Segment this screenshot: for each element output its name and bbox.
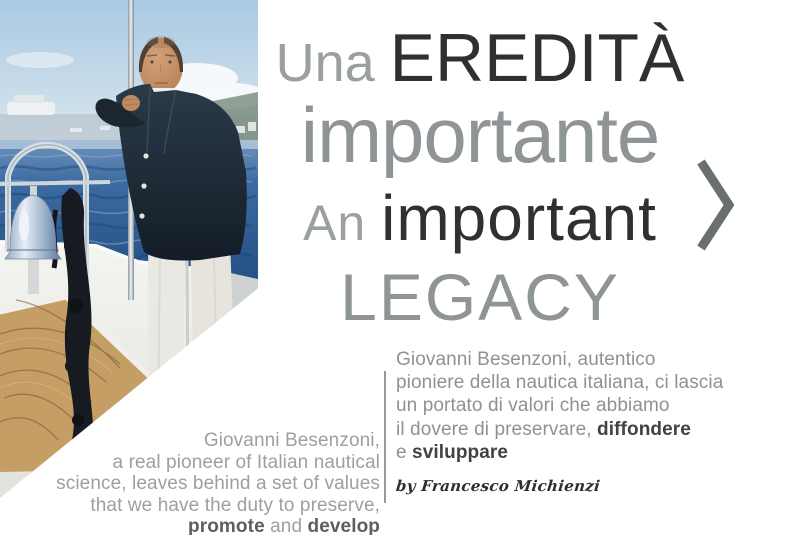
intro-it-bold: diffondere xyxy=(597,418,691,440)
headline-eredita: EREDITÀ xyxy=(389,20,685,96)
intro-en-bold: develop xyxy=(307,516,380,535)
intro-en-line: that we have the duty to preserve, xyxy=(90,494,380,516)
headline-una: Una xyxy=(275,33,390,93)
intro-english xyxy=(28,430,380,535)
intro-en-line: Giovanni Besenzoni, xyxy=(203,430,380,451)
headline-legacy: LEGACY xyxy=(340,260,620,334)
chevron-right-icon xyxy=(697,158,735,252)
column-divider xyxy=(384,371,386,503)
intro-it-line: Giovanni Besenzoni, autentico xyxy=(396,349,656,370)
headline-important: important xyxy=(381,182,657,254)
intro-it-line: il dovere di preservare, diffondere xyxy=(396,418,691,440)
headline-an: An xyxy=(303,195,382,251)
headline-importante: importante xyxy=(300,91,660,179)
intro-en-bold: promote xyxy=(188,516,265,535)
byline: by Francesco Michienzi xyxy=(395,477,602,495)
headline-line-ita xyxy=(252,20,708,96)
intro-it-line: pioniere della nautica italiana, ci lascia xyxy=(396,372,724,394)
intro-it-bold: sviluppare xyxy=(412,441,509,463)
intro-it-line: e sviluppare xyxy=(396,441,509,463)
intro-it-line: un portato di valori che abbiamo xyxy=(396,395,670,417)
headline-line-eng xyxy=(252,182,708,254)
intro-en-line: promote and develop xyxy=(188,516,380,535)
intro-italian xyxy=(396,348,736,464)
intro-en-line: science, leaves behind a set of values xyxy=(56,473,380,494)
intro-en-line: a real pioneer of Italian nautical xyxy=(112,451,380,473)
